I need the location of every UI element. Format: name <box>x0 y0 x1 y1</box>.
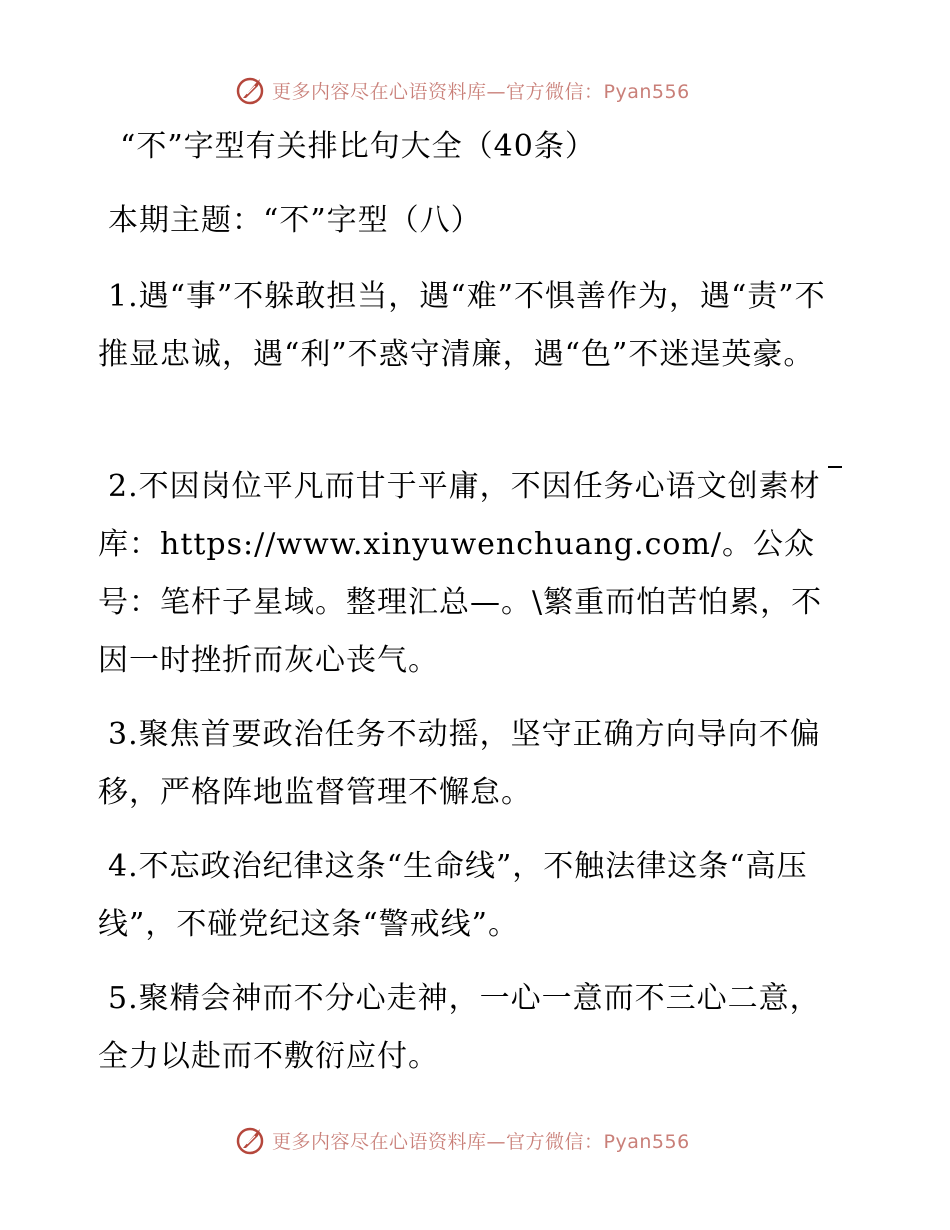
paragraph-2: 2.不因岗位平凡而甘于平庸，不因任务心语文创素材库：https://www.xinyuwenchuang.com/。公众号：笔杆子星域。整理汇总—。\繁重而怕苦怕累，不因一时挫折而灰心丧气。 <box>98 469 823 678</box>
paragraph-4: 4.不忘政治纪律这条“生命线”，不触法律这条“高压线”，不碰党纪这条“警戒线”。 <box>98 849 808 942</box>
paragraph-3: 3.聚焦首要政治任务不动摇，坚守正确方向导向不偏移，严格阵地监督管理不懈怠。 <box>98 717 821 810</box>
paragraph-1: 1.遇“事”不躲敢担当，遇“难”不惧善作为，遇“责”不推显忠诚，遇“利”不惑守清廉，遇“色”不迷逞英豪。 <box>98 279 826 372</box>
pen-circle-logo-icon <box>234 74 266 106</box>
document-title: “不”字型有关排比句大全（40条） <box>120 129 596 164</box>
footer-brand-text: 更多内容尽在心语资料库—官方微信：Pyan556 <box>272 1130 690 1153</box>
overline-mark <box>828 466 842 468</box>
header-brand <box>234 72 690 108</box>
document-subtitle: 本期主题：“不”字型（八） <box>108 203 482 238</box>
paragraph-5: 5.聚精会神而不分心走神，一心一意而不三心二意，全力以赴而不敷衍应付。 <box>98 981 821 1074</box>
pen-circle-logo-icon <box>234 1124 266 1156</box>
header-brand-text: 更多内容尽在心语资料库—官方微信：Pyan556 <box>272 80 690 103</box>
footer-brand <box>234 1122 690 1158</box>
